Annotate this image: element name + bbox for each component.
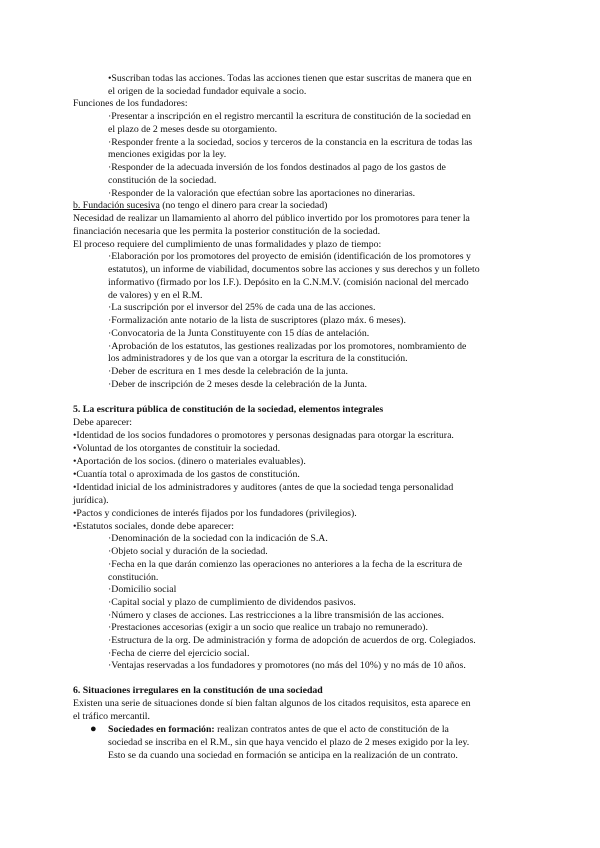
text-line: de valores) y en el R.M. — [108, 290, 203, 301]
text-line: ·Ventajas reservadas a los fundadores y promotores (no más del 10%) y no más de 10 años. — [108, 660, 466, 671]
text-line: El proceso requiere del cumplimiento de unas formalidades y plazo de tiempo: — [73, 239, 382, 250]
section-heading-6: 6. Situaciones irregulares en la constitución de una sociedad — [73, 685, 323, 696]
text-line: ·Formalización ante notario de la lista de suscriptores (plazo máx. 6 meses). — [108, 315, 406, 326]
text-line: jurídica). — [73, 495, 109, 506]
text-line: ·Capital social y plazo de cumplimiento de dividendos pasivos. — [108, 597, 356, 608]
bullet-icon: ● — [90, 723, 97, 735]
text-line: ·Prestaciones accesorias (exigir a un socio que realice un trabajo no remunerado). — [108, 622, 428, 633]
text-line: ·Elaboración por los promotores del proyecto de emisión (identificación de los promotores y — [108, 251, 471, 262]
text-line: Existen una serie de situaciones donde sí bien faltan algunos de los citados requisitos, esta aparece en — [73, 698, 471, 709]
text-line: •Aportación de los socios. (dinero o materiales evaluables). — [73, 456, 306, 467]
text-line: el origen de la sociedad fundador equivale a socio. — [108, 86, 307, 97]
text-line: •Estatutos sociales, donde debe aparecer: — [73, 521, 234, 532]
text-line: ·Fecha en la que darán comienzo las operaciones no anteriores a la fecha de la escritura de — [108, 559, 463, 570]
text-line: ·Domicilio social — [108, 584, 177, 595]
fundacion-sucesiva-note: (no tengo el dinero para crear la sociedad) — [162, 200, 328, 211]
text-line: ·Fecha de cierre del ejercicio social. — [108, 648, 250, 659]
text-line: ·Responder de la adecuada inversión de los fondos destinados al pago de los gastos de — [108, 162, 446, 173]
text-line: •Identidad inicial de los administradores y auditores (antes de que la sociedad tenga personalidad — [73, 482, 454, 493]
text-line: ·La suscripción por el inversor del 25% de cada una de las acciones. — [108, 302, 376, 313]
text-line: los administradores y de los que van a otorgar la escritura de la constitución. — [108, 353, 408, 364]
text-line — [108, 724, 449, 736]
text-line: Esto se da cuando una sociedad en formación se anticipa en la realización de un contrato. — [108, 750, 458, 761]
text-line: ·Número y clases de acciones. Las restricciones a la libre transmisión de las acciones. — [108, 610, 444, 621]
subsection-heading — [73, 200, 327, 212]
text-line: el plazo de 2 meses desde su otorgamiento. — [108, 124, 278, 135]
text-line: constitución. — [108, 572, 159, 583]
text-line: estatutos), un informe de viabilidad, documentos sobre las acciones y sus derechos y un folleto — [108, 264, 480, 275]
text-line: informativo (firmado por los I.F.). Depósito en la C.N.M.V. (comisión nacional del mercado — [108, 277, 469, 288]
text-line: •Suscriban todas las acciones. Todas las acciones tienen que estar suscritas de manera que en — [108, 73, 472, 84]
sociedades-formacion-label: Sociedades en formación: — [108, 724, 215, 735]
text-line: ·Aprobación de los estatutos, las gestiones realizadas por los promotores, nombramiento de — [108, 341, 467, 352]
sociedades-formacion-text: realizan contratos antes de que el acto de constitución de la — [217, 724, 449, 735]
text-line: Debe aparecer: — [73, 417, 133, 428]
text-line: ·Objeto social y duración de la sociedad. — [108, 546, 268, 557]
text-line: ·Responder frente a la sociedad, socios y terceros de la constancia en la escritura de todas las — [108, 137, 473, 148]
text-line: •Identidad de los socios fundadores o promotores y personas designadas para otorgar la escritura. — [73, 430, 454, 441]
text-line: el tráfico mercantil. — [73, 711, 150, 722]
text-line: ·Estructura de la org. De administración y forma de adopción de acuerdos de org. Colegiados. — [108, 635, 476, 646]
text-line: ·Responder de la valoración que efectúan sobre las aportaciones no dinerarias. — [108, 188, 416, 199]
text-line: •Cuantía total o aproximada de los gastos de constitución. — [73, 469, 300, 480]
text-line: Necesidad de realizar un llamamiento al ahorro del público invertido por los promotores para tener la — [73, 213, 470, 224]
section-label: Funciones de los fundadores: — [73, 98, 188, 109]
text-line: •Pactos y condiciones de interés fijados por los fundadores (privilegios). — [73, 508, 357, 519]
text-line: constitución de la sociedad. — [108, 175, 217, 186]
text-line: ·Deber de escritura en 1 mes desde la celebración de la junta. — [108, 366, 348, 377]
text-line: financiación necesaria que les permita la posterior constitución de la sociedad. — [73, 226, 381, 237]
fundacion-sucesiva-label: b. Fundación sucesiva — [73, 200, 160, 211]
text-line: sociedad se inscriba en el R.M., sin que haya vencido el plazo de 2 meses exigido por la ley. — [108, 737, 470, 748]
text-line: ·Deber de inscripción de 2 meses desde la celebración de la Junta. — [108, 379, 367, 390]
text-line: ·Denominación de la sociedad con la indicación de S.A. — [108, 533, 328, 544]
text-line: menciones exigidas por la ley. — [108, 149, 227, 160]
text-line: ·Convocatoria de la Junta Constituyente con 15 días de antelación. — [108, 328, 370, 339]
section-heading-5: 5. La escritura pública de constitución de la sociedad, elementos integrales — [73, 404, 384, 415]
text-line: •Voluntad de los otorgantes de constituir la sociedad. — [73, 443, 281, 454]
text-line: ·Presentar a inscripción en el registro mercantil la escritura de constitución de la sociedad en — [108, 111, 471, 122]
